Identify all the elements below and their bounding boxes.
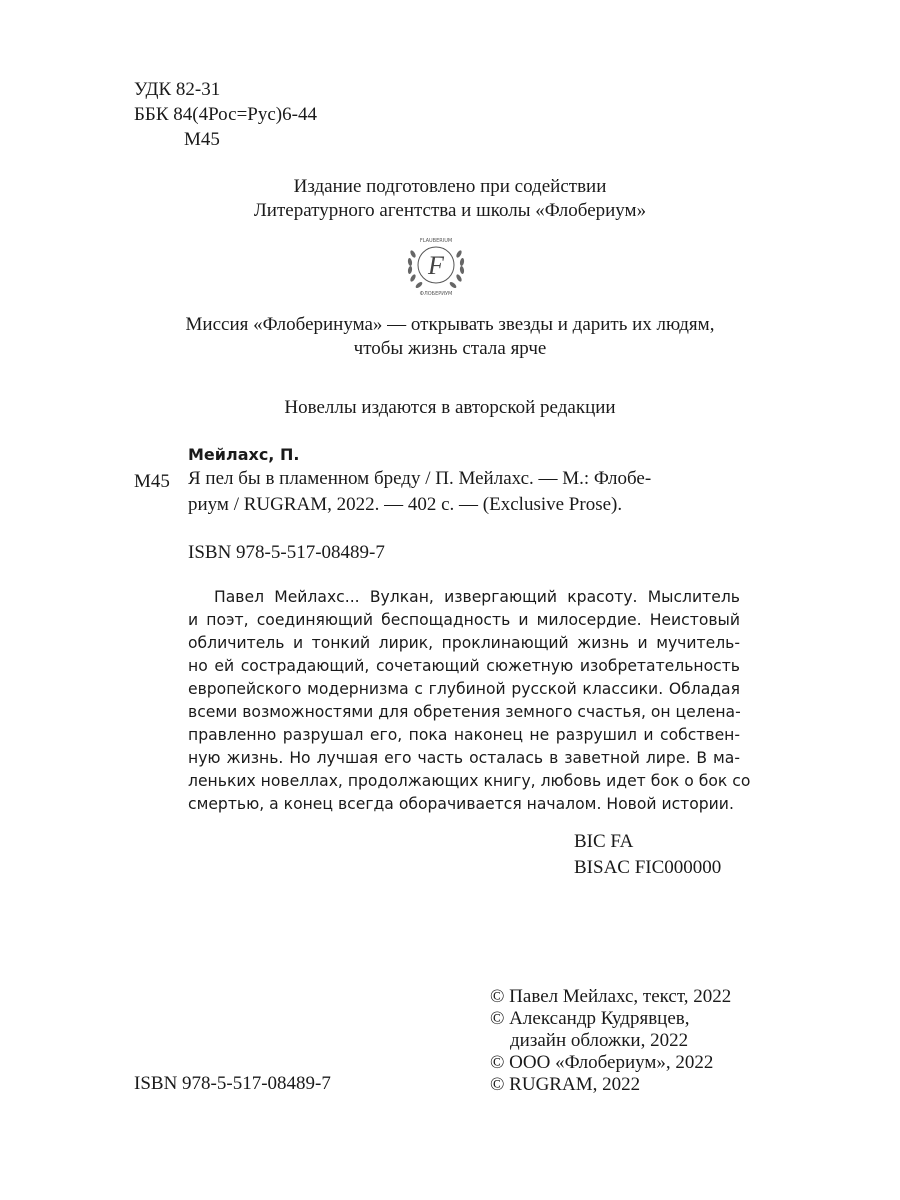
isbn-bottom: ISBN 978-5-517-08489-7 (134, 1073, 331, 1094)
publisher-note-line-1: Издание подготовлено при содействии (293, 176, 607, 197)
catalog-author: Мейлахс, П. (188, 445, 300, 464)
annotation-line: леньких новеллах, продолжающих книгу, любовь идет бок о бок со (188, 772, 751, 790)
bic-code: BIC FA (574, 831, 634, 852)
annotation-line: Павел Мейлахс... Вулкан, извергающий красоту. Мыслитель (214, 588, 740, 606)
annotation-line: правленно разрушал его, пока наконец не разрушил и собствен- (188, 726, 740, 744)
mission-line-1: Миссия «Флоберинума» — открывать звезды и дарить их людям, (185, 314, 715, 335)
copyright-line-4: © ООО «Флобериум», 2022 (490, 1052, 714, 1073)
editorial-note: Новеллы издаются в авторской редакции (284, 397, 616, 418)
mission-line-2: чтобы жизнь стала ярче (353, 338, 547, 359)
publisher-note-line-2: Литературного агентства и школы «Флобериум» (253, 200, 647, 221)
catalog-line-2: риум / RUGRAM, 2022. — 402 с. — (Exclusive Prose). (188, 494, 623, 515)
annotation-line: европейского модернизма с глубиной русской классики. Обладая (188, 680, 740, 698)
logo-arc-top: FLAUBERIUM (419, 238, 453, 244)
annotation-line: но ей сострадающий, сочетающий сюжетную изобретательность (188, 657, 740, 675)
catalog-isbn: ISBN 978-5-517-08489-7 (188, 542, 385, 563)
annotation-line: всеми возможностями для обретения земного счастья, он целена- (188, 703, 741, 721)
bbk-code: ББК 84(4Рос=Рус)6-44 (134, 104, 317, 125)
flauberium-laurel-logo-icon (403, 232, 469, 298)
catalog-mark: М45 (134, 471, 170, 492)
bisac-code: BISAC FIC000000 (574, 857, 722, 878)
logo-arc-bottom: ФЛОБЕРИУМ (419, 291, 453, 297)
annotation-paragraph (188, 586, 751, 816)
copyright-line-3: дизайн обложки, 2022 (510, 1030, 689, 1051)
annotation-line: смертью, а конец всегда оборачивается началом. Новой истории. (188, 795, 734, 813)
annotation-line: ную жизнь. Но лучшая его часть осталась в заветной лире. В ма- (188, 749, 740, 767)
udk-code: УДК 82-31 (134, 79, 221, 100)
copyright-line-2: © Александр Кудрявцев, (490, 1008, 690, 1029)
annotation-line: и поэт, соединяющий беспощадность и милосердие. Неистовый (188, 611, 740, 629)
catalog-line-1: Я пел бы в пламенном бреду / П. Мейлахс. — М.: Флобе- (188, 468, 652, 489)
author-mark: М45 (184, 129, 220, 150)
annotation-line: обличитель и тонкий лирик, проклинающий жизнь и мучитель- (188, 634, 740, 652)
copyright-line-5: © RUGRAM, 2022 (490, 1074, 641, 1095)
logo-letter: F (428, 251, 444, 280)
copyright-line-1: © Павел Мейлахс, текст, 2022 (490, 986, 732, 1007)
